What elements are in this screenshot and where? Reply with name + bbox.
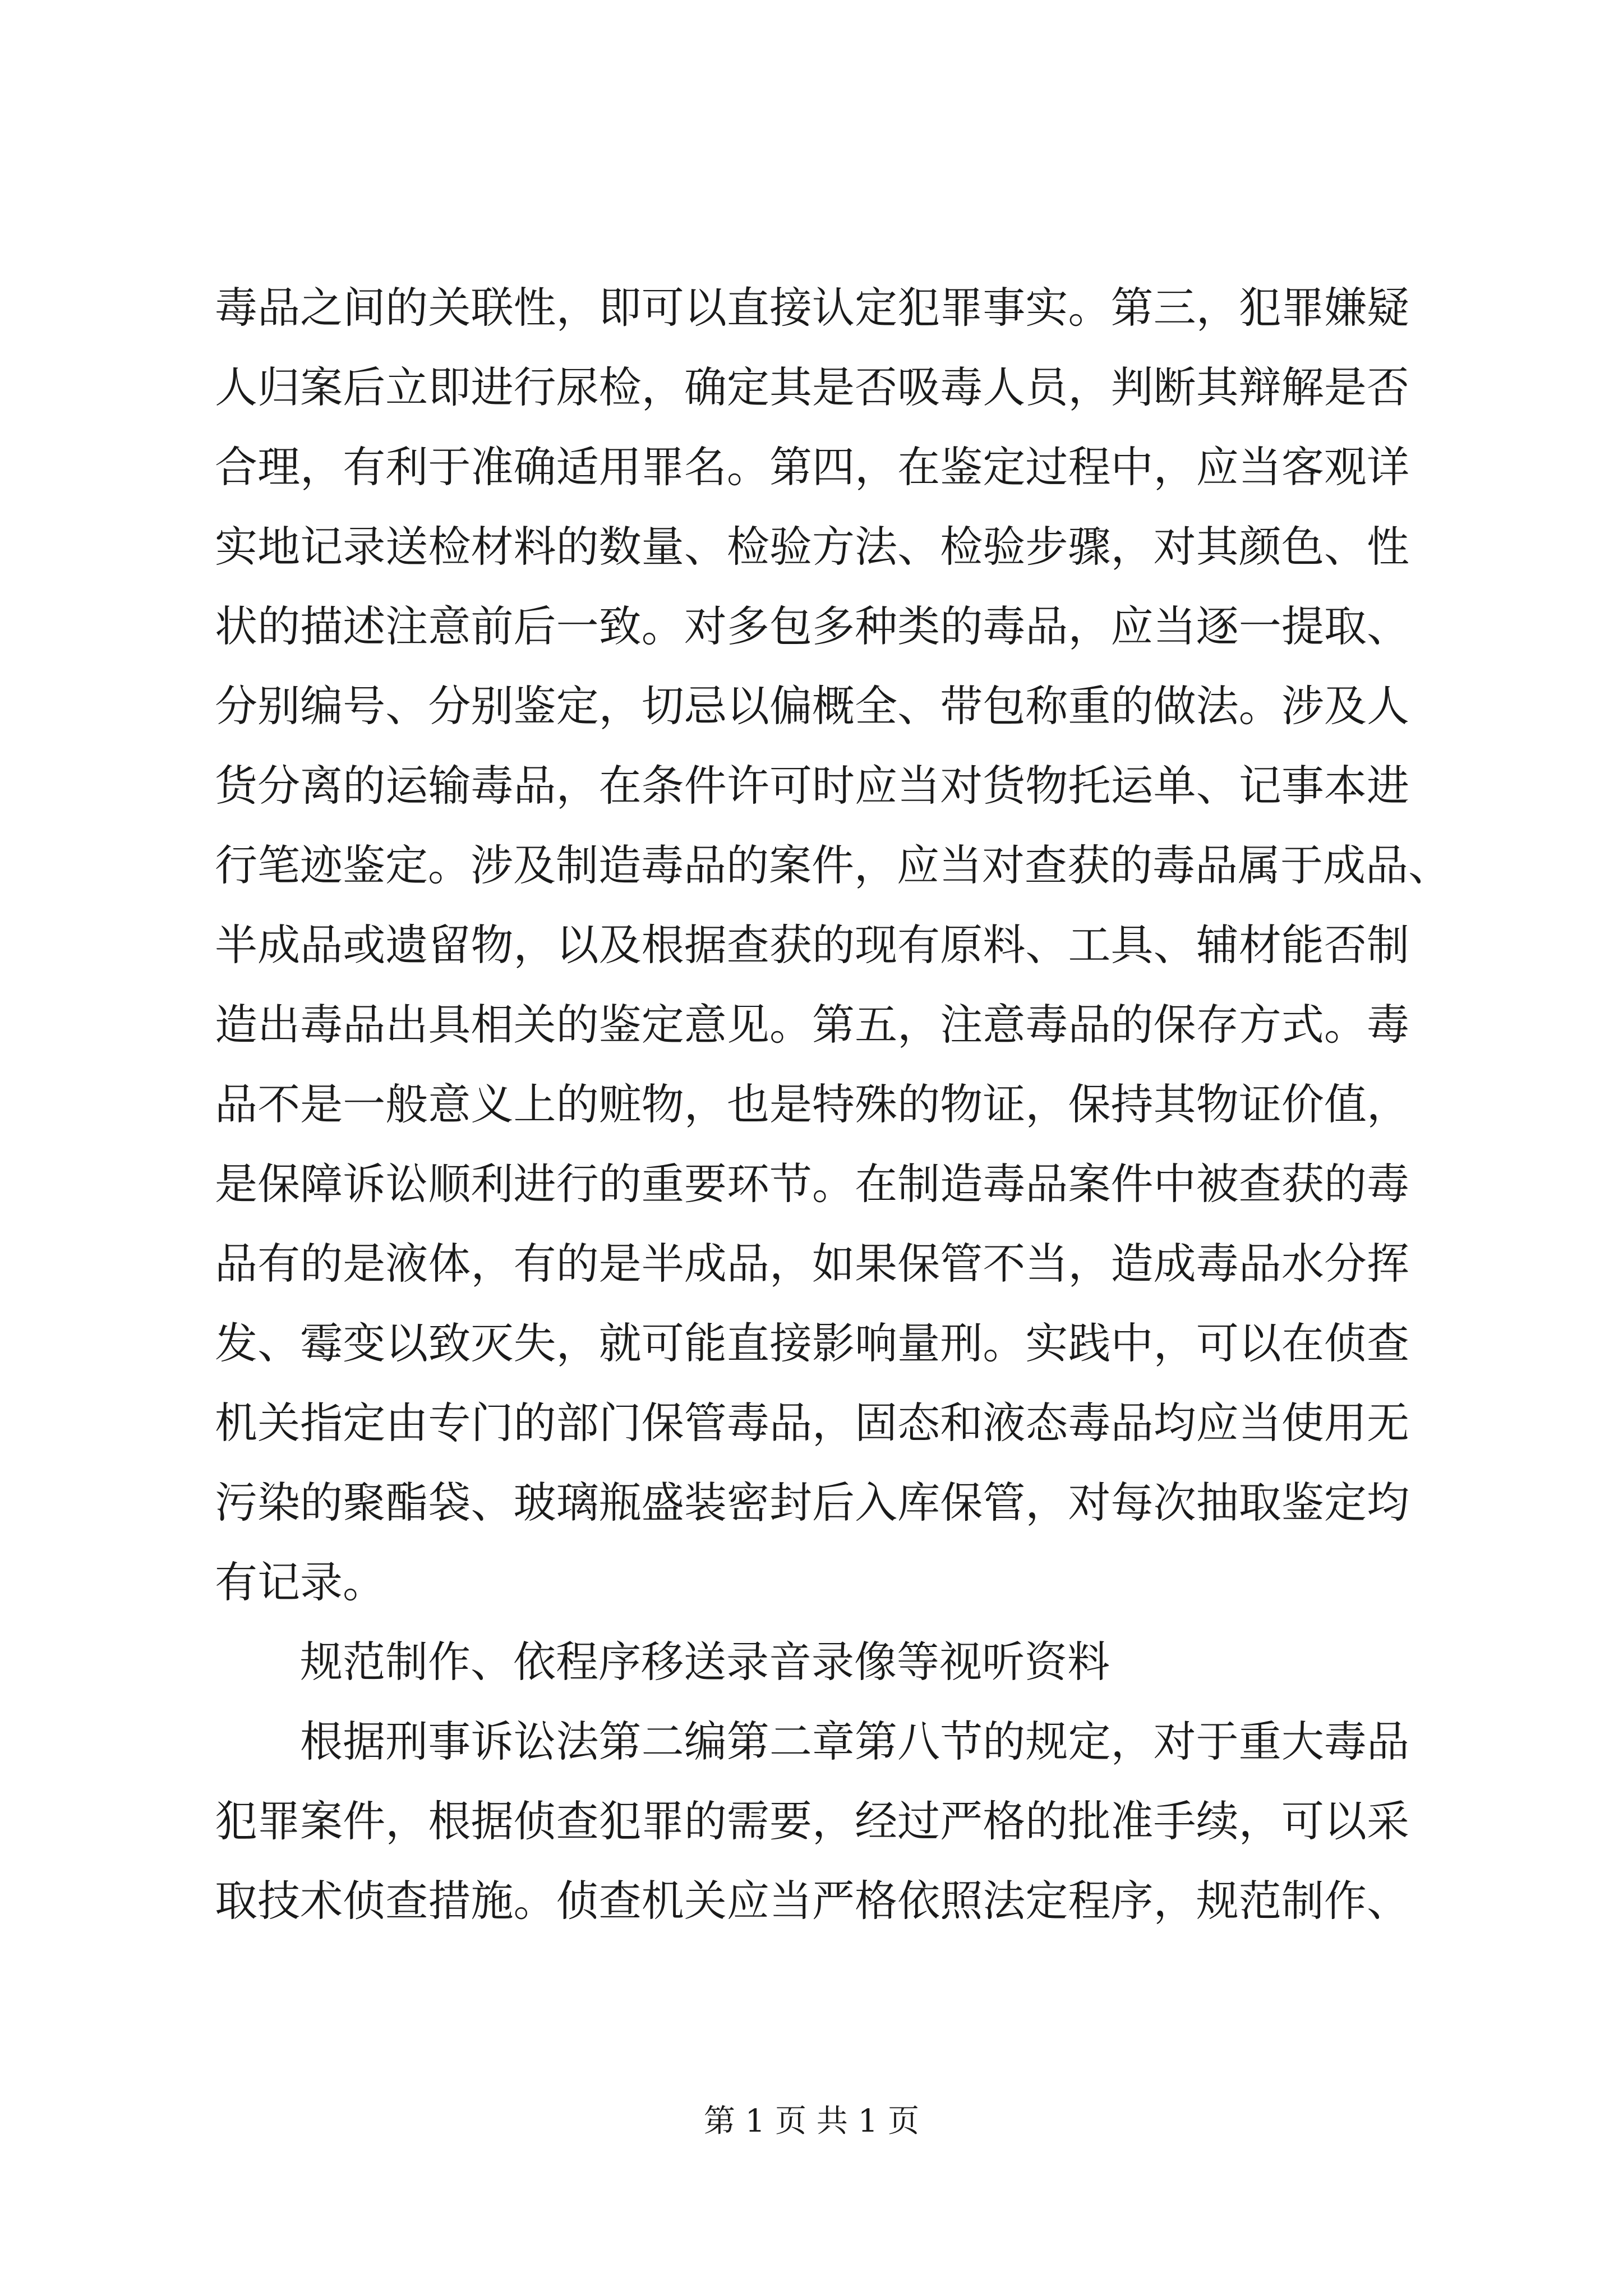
text-line: 机关指定由专门的部门保管毒品，固态和液态毒品均应当使用无 [215, 1398, 1409, 1448]
text-line: 发、霉变以致灭失，就可能直接影响量刑。实践中，可以在侦查 [215, 1318, 1409, 1368]
section-heading: 规范制作、依程序移送录音录像等视听资料 [300, 1637, 1110, 1687]
text-line: 取技术侦查措施。侦查机关应当严格依照法定程序，规范制作、 [215, 1876, 1409, 1926]
text-line: 合理，有利于准确适用罪名。第四，在鉴定过程中，应当客观详 [215, 442, 1409, 492]
text-line: 污染的聚酯袋、玻璃瓶盛装密封后入库保管，对每次抽取鉴定均 [215, 1478, 1409, 1527]
text-line: 半成品或遗留物，以及根据查获的现有原料、工具、辅材能否制 [215, 920, 1409, 970]
text-line: 人归案后立即进行尿检，确定其是否吸毒人员，判断其辩解是否 [215, 362, 1409, 412]
text-line: 行笔迹鉴定。涉及制造毒品的案件，应当对查获的毒品属于成品、 [215, 840, 1451, 890]
document-body [215, 268, 1451, 1941]
text-line: 根据刑事诉讼法第二编第二章第八节的规定，对于重大毒品 [300, 1717, 1409, 1766]
text-line: 分别编号、分别鉴定，切忌以偏概全、带包称重的做法。涉及人 [215, 681, 1409, 731]
text-line: 毒品之间的关联性，即可以直接认定犯罪事实。第三，犯罪嫌疑 [215, 283, 1409, 333]
text-line: 有记录。 [215, 1557, 385, 1607]
text-line: 货分离的运输毒品，在条件许可时应当对货物托运单、记事本进 [215, 761, 1409, 811]
text-line: 品不是一般意义上的赃物，也是特殊的物证，保持其物证价值， [215, 1079, 1409, 1129]
page-number-footer: 第 1 页 共 1 页 [703, 2103, 920, 2139]
text-line: 品有的是液体，有的是半成品，如果保管不当，造成毒品水分挥 [215, 1239, 1409, 1289]
text-line: 造出毒品出具相关的鉴定意见。第五，注意毒品的保存方式。毒 [215, 1000, 1409, 1050]
text-line: 状的描述注意前后一致。对多包多种类的毒品，应当逐一提取、 [215, 601, 1409, 651]
text-line: 是保障诉讼顺利进行的重要环节。在制造毒品案件中被查获的毒 [215, 1159, 1409, 1209]
text-line: 犯罪案件，根据侦查犯罪的需要，经过严格的批准手续，可以采 [215, 1796, 1409, 1846]
text-line: 实地记录送检材料的数量、检验方法、检验步骤，对其颜色、性 [215, 522, 1409, 572]
